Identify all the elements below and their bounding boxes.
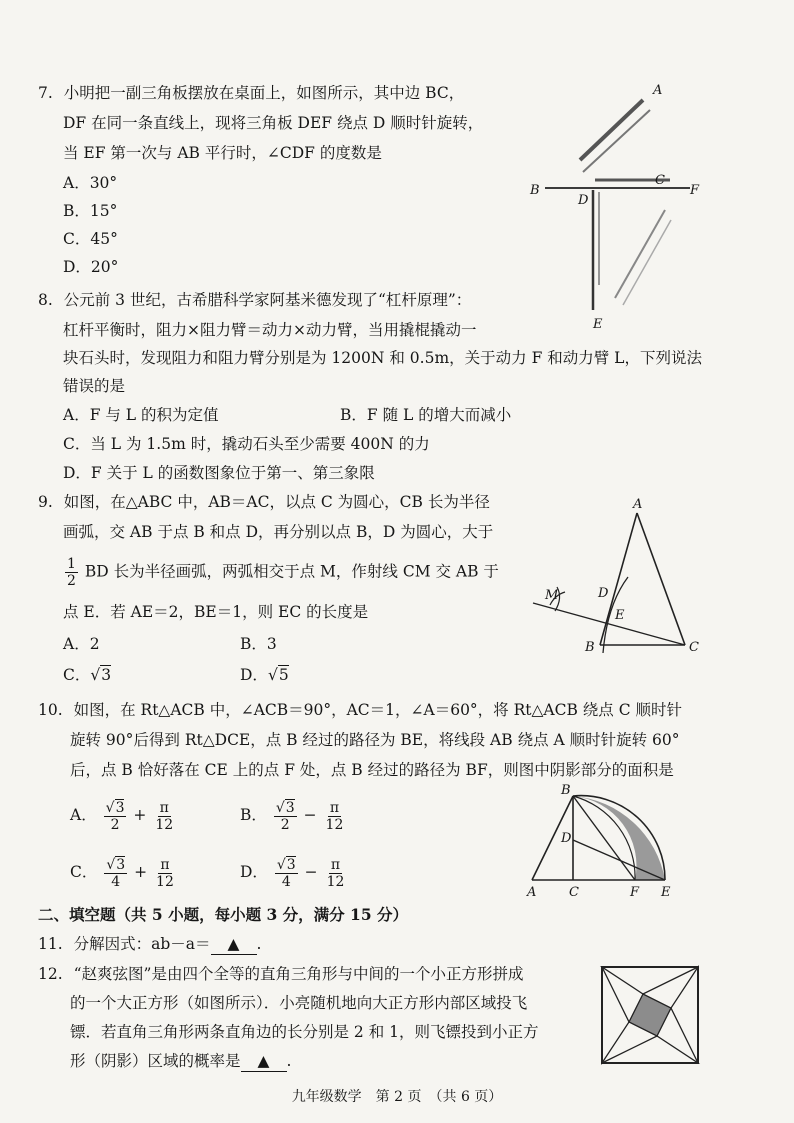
q12-line2: 的一个大正方形（如图所示）．小亮随机地向大正方形内部区域投飞 bbox=[70, 994, 528, 1012]
q8-option-c: C．当 L 为 1.5m 时，撬动石头至少需要 400N 的力 bbox=[63, 435, 430, 453]
q10-option-a-pden: 12 bbox=[155, 816, 174, 833]
q10-option-a-pi: π bbox=[159, 799, 169, 816]
q10-option-a-rad: 3 bbox=[115, 799, 125, 816]
q10-option-c-frac1 bbox=[104, 857, 127, 890]
q8-option-b: B．F 随 L 的增大而减小 bbox=[340, 406, 512, 424]
q10-option-d-den: 4 bbox=[281, 873, 291, 890]
q7-line2: DF 在同一条直线上，现将三角板 DEF 绕点 D 顺时针旋转， bbox=[63, 114, 484, 132]
q8-line4: 错误的是 bbox=[63, 377, 126, 395]
section-2-heading: 二、填空题（共 5 小题，每小题 3 分，满分 15 分） bbox=[38, 905, 409, 924]
q9-text1: 如图，在△ABC 中，AB＝AC，以点 C 为圆心，CB 长为半径 bbox=[63, 493, 490, 511]
q7-label-e: E bbox=[593, 317, 603, 332]
q10-option-b-pi: π bbox=[329, 799, 340, 816]
q10-label-a: A bbox=[527, 885, 537, 900]
q9-label-b: B bbox=[585, 640, 595, 655]
q10-number: 10. bbox=[38, 701, 63, 719]
q10-option-d bbox=[240, 855, 348, 890]
q10-option-c-frac2 bbox=[154, 857, 176, 890]
q10-label-e: E bbox=[661, 885, 671, 900]
q10-option-a-frac2 bbox=[153, 800, 175, 833]
q10-option-d-pden: 12 bbox=[326, 873, 345, 890]
q10-option-c-op: + bbox=[134, 863, 148, 881]
q12-answer-blank[interactable]: ▲ bbox=[241, 1051, 287, 1072]
q7-option-a: A．30° bbox=[63, 174, 118, 192]
q10-option-c-label: C． bbox=[70, 863, 98, 881]
q10-option-b-pden: 12 bbox=[325, 816, 344, 833]
q8-line1 bbox=[38, 290, 471, 310]
q9-line1 bbox=[38, 492, 490, 512]
q7-option-d: D．20° bbox=[63, 258, 119, 276]
q10-option-b-frac2 bbox=[324, 800, 346, 833]
q10-option-d-op: − bbox=[304, 863, 318, 881]
q7-label-b: B bbox=[530, 183, 540, 198]
q8-option-d: D．F 关于 L 的函数图象位于第一、第三象限 bbox=[63, 464, 375, 482]
q10-option-a-den: 2 bbox=[110, 816, 120, 833]
q7-option-c: C．45° bbox=[63, 230, 118, 248]
q9-option-c: C．√3 bbox=[63, 666, 112, 684]
q10-text1: 如图，在 Rt△ACB 中，∠ACB＝90°，AC＝1，∠A＝60°，将 Rt△ACB 绕点 C 顺时针 bbox=[73, 701, 683, 719]
q8-line2: 杠杆平衡时，阻力×阻力臂＝动力×动力臂，当用撬棍撬动一 bbox=[63, 321, 477, 339]
q9-line4: 点 E．若 AE＝2，BE＝1，则 EC 的长度是 bbox=[63, 603, 369, 621]
q10-option-c-pden: 12 bbox=[156, 873, 174, 890]
q9-option-c-label: C． bbox=[63, 666, 91, 684]
q8-option-a: A．F 与 L 的积为定值 bbox=[63, 406, 219, 424]
q11-line bbox=[38, 934, 261, 955]
q8-text1: 公元前 3 世纪，古希腊科学家阿基米德发现了“杠杆原理”： bbox=[63, 291, 472, 309]
q10-option-d-rad: 3 bbox=[286, 856, 296, 873]
q10-option-a-op: + bbox=[133, 806, 147, 824]
q9-option-c-value: 3 bbox=[101, 666, 112, 684]
q10-option-d-root: √3 bbox=[276, 856, 296, 873]
q11-number: 11. bbox=[38, 935, 63, 953]
q12-line4 bbox=[70, 1051, 291, 1072]
q10-label-b: B bbox=[561, 783, 571, 798]
q7-text1: 小明把一副三角板摆放在桌面上，如图所示，其中边 BC， bbox=[63, 84, 465, 102]
q10-option-c-pi: π bbox=[160, 856, 170, 873]
q10-option-a-label: A． bbox=[70, 806, 97, 824]
q9-figure bbox=[525, 495, 715, 665]
q9-label-e: E bbox=[615, 608, 625, 623]
q10-option-a bbox=[70, 798, 177, 833]
q7-number: 7. bbox=[38, 84, 53, 102]
page-footer: 九年级数学 第 2 页 （共 6 页） bbox=[291, 1089, 503, 1105]
q11-answer-blank[interactable]: ▲ bbox=[211, 934, 257, 955]
q10-option-b-label: B． bbox=[240, 806, 267, 824]
q9-line2: 画弧，交 AB 于点 B 和点 D，再分别以点 B，D 为圆心，大于 bbox=[63, 523, 494, 541]
q10-line2: 旋转 90°后得到 Rt△DCE，点 B 经过的路径为 BE，将线段 AB 绕点 A 顺时针旋转 60° bbox=[70, 731, 680, 749]
q12-line3: 镖．若直角三角形两条直角边的长分别是 2 和 1，则飞镖投到小正方 bbox=[70, 1023, 539, 1041]
q10-option-a-frac1 bbox=[104, 800, 127, 833]
q10-option-b-den: 2 bbox=[280, 816, 290, 833]
q12-number: 12. bbox=[38, 965, 63, 983]
q11-text: 分解因式：ab－a＝ bbox=[73, 935, 211, 953]
q10-option-b-rad: 3 bbox=[285, 799, 295, 816]
q7-label-d: D bbox=[578, 193, 589, 208]
q12-end: . bbox=[286, 1052, 292, 1070]
q10-option-b-op: − bbox=[303, 806, 317, 824]
q10-option-c-den: 4 bbox=[111, 873, 121, 890]
q12-text1: “赵爽弦图”是由四个全等的直角三角形与中间的一个小正方形拼成 bbox=[73, 965, 524, 983]
q7-option-b: B．15° bbox=[63, 202, 118, 220]
q7-line1 bbox=[38, 83, 464, 103]
q10-option-b bbox=[240, 798, 347, 833]
q10-label-c: C bbox=[569, 885, 579, 900]
q9-option-d: D．√5 bbox=[240, 666, 289, 684]
q9-text3: BD 长为半径画弧，两弧相交于点 M，作射线 CM 交 AB 于 bbox=[84, 562, 499, 581]
q10-line3: 后，点 B 恰好落在 CE 上的点 F 处，点 B 经过的路径为 BF，则图中阴影部分的面积是 bbox=[70, 761, 674, 779]
q9-label-m: M bbox=[545, 588, 559, 603]
q7-line3: 当 EF 第一次与 AB 平行时，∠CDF 的度数是 bbox=[63, 144, 382, 162]
q7-label-a: A bbox=[653, 83, 663, 98]
q8-number: 8. bbox=[38, 291, 53, 309]
q10-option-d-frac1 bbox=[275, 857, 298, 890]
q9-label-a: A bbox=[633, 497, 643, 512]
q10-line1 bbox=[38, 700, 682, 720]
q11-end: . bbox=[256, 935, 262, 953]
q7-label-c: C bbox=[655, 173, 665, 188]
q10-option-c-rad: 3 bbox=[116, 856, 126, 873]
q12-text4: 形（阴影）区域的概率是 bbox=[70, 1052, 241, 1070]
q9-option-b: B．3 bbox=[240, 635, 277, 653]
q10-figure bbox=[515, 780, 690, 900]
q10-option-d-frac2 bbox=[325, 857, 347, 890]
q9-fraction bbox=[65, 556, 78, 589]
q7-figure bbox=[525, 80, 715, 340]
q9-option-a: A．2 bbox=[63, 635, 100, 653]
q9-option-d-value: 5 bbox=[278, 666, 289, 684]
q10-option-d-label: D． bbox=[240, 863, 268, 881]
q12-zhao-shuang-figure bbox=[600, 965, 700, 1065]
q9-line3 bbox=[63, 556, 499, 589]
q9-number: 9. bbox=[38, 493, 53, 511]
q10-label-f: F bbox=[630, 885, 640, 900]
q9-frac-den: 2 bbox=[67, 573, 76, 589]
q10-label-d: D bbox=[561, 831, 572, 846]
q10-option-d-pi: π bbox=[330, 856, 341, 873]
q7-label-f: F bbox=[690, 183, 700, 198]
q9-option-d-label: D． bbox=[240, 666, 268, 684]
q10-option-b-frac1 bbox=[274, 800, 297, 833]
q9-label-d: D bbox=[598, 586, 609, 601]
q10-option-a-root: √3 bbox=[105, 799, 125, 816]
q9-frac-num: 1 bbox=[67, 556, 76, 572]
q10-option-c-root: √3 bbox=[106, 856, 126, 873]
q12-line1 bbox=[38, 964, 523, 984]
q9-label-c: C bbox=[689, 640, 699, 655]
q8-line3: 块石头时，发现阻力和阻力臂分别是为 1200N 和 0.5m，关于动力 F 和动力臂 L，下列说法 bbox=[63, 349, 702, 367]
q10-option-c bbox=[70, 855, 178, 890]
q10-option-b-root: √3 bbox=[275, 799, 295, 816]
